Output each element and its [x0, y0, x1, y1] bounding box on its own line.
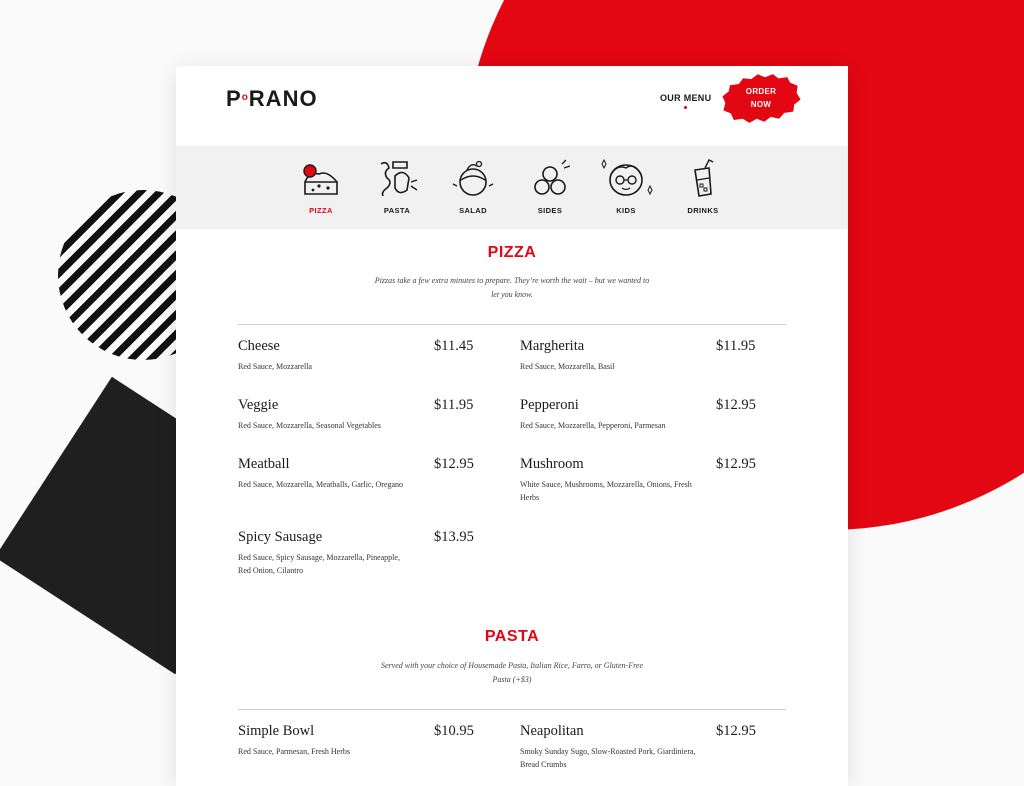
drinks-icon [679, 156, 727, 200]
item-description: Red Sauce, Mozzarella, Seasonal Vegetables [238, 421, 381, 430]
order-label-line2: NOW [750, 100, 772, 109]
section-title-pizza: PIZZA [487, 244, 537, 261]
item-price: $12.95 [716, 723, 756, 739]
item-price: $11.45 [434, 338, 474, 354]
category-label: SALAD [459, 206, 487, 215]
section-description-pizza: Pizzas take a few extra minutes to prepare. They’re worth the wait – but we wanted to let you know. [374, 276, 650, 299]
item-description: Red Sauce, Mozzarella, Basil [520, 362, 615, 371]
item-name: Neapolitan [520, 723, 584, 739]
item-description: Red Sauce, Mozzarella, Pepperoni, Parmesan [520, 421, 666, 430]
item-name: Veggie [238, 397, 279, 413]
category-salad[interactable] [443, 156, 503, 215]
item-name: Simple Bowl [238, 723, 315, 739]
category-pizza[interactable] [291, 156, 351, 215]
item-description: Red Sauce, Spicy Sausage, Mozzarella, Pineapple, Red Onion, Cilantro [238, 553, 400, 575]
category-label: PIZZA [309, 206, 333, 215]
category-label: SIDES [537, 206, 563, 215]
kids-icon [596, 156, 656, 200]
item-description: White Sauce, Mushrooms, Mozzarella, Onions, Fresh Herbs [520, 480, 692, 502]
category-label: KIDS [616, 206, 636, 215]
our-menu-label: OUR MENU [660, 93, 712, 103]
item-description: Red Sauce, Mozzarella, Meatballs, Garlic, Oregano [238, 480, 404, 489]
our-menu-link[interactable] [660, 93, 711, 109]
category-nav [176, 146, 848, 229]
item-name: Mushroom [520, 456, 584, 472]
item-price: $13.95 [434, 529, 474, 545]
salad-icon [449, 156, 497, 200]
section-title-pasta: PASTA [484, 628, 540, 645]
pizza-icon [297, 156, 345, 200]
category-kids[interactable] [596, 156, 656, 215]
order-now-button[interactable] [720, 72, 802, 124]
item-name: Cheese [238, 338, 280, 354]
site-header [176, 66, 848, 146]
active-dot-indicator [684, 106, 687, 109]
item-price: $12.95 [434, 456, 474, 472]
item-description: Red Sauce, Parmesan, Fresh Herbs [238, 747, 350, 756]
item-name: Spicy Sausage [238, 529, 323, 545]
logo-mark: o [241, 92, 249, 103]
category-drinks[interactable] [673, 156, 733, 215]
category-label: DRINKS [687, 206, 719, 215]
item-price: $10.95 [434, 723, 474, 739]
menu-page [176, 66, 848, 786]
item-name: Margherita [520, 338, 585, 354]
pasta-icon [373, 156, 421, 200]
section-description-pasta: Served with your choice of Housemade Pasta, Italian Rice, Farro, or Gluten-Free Pasta (+$3) [380, 661, 643, 684]
item-description: Smoky Sunday Sugo, Slow-Roasted Pork, Giardiniera, Bread Crumbs [520, 747, 696, 769]
sides-icon [526, 156, 574, 200]
item-price: $11.95 [434, 397, 474, 413]
item-price: $11.95 [716, 338, 756, 354]
section-divider [238, 324, 786, 325]
item-price: $12.95 [716, 456, 756, 472]
order-label-line1: ORDER [745, 87, 777, 96]
item-name: Pepperoni [520, 397, 579, 413]
category-sides[interactable] [520, 156, 580, 215]
item-name: Meatball [238, 456, 290, 472]
category-pasta[interactable] [367, 156, 427, 215]
logo-letter-p: P [226, 86, 242, 111]
category-label: PASTA [383, 206, 411, 215]
item-description: Red Sauce, Mozzarella [238, 362, 312, 371]
logo-text: RANO [248, 86, 318, 111]
item-price: $12.95 [716, 397, 756, 413]
brand-logo[interactable] [226, 86, 318, 112]
section-divider [238, 709, 786, 710]
